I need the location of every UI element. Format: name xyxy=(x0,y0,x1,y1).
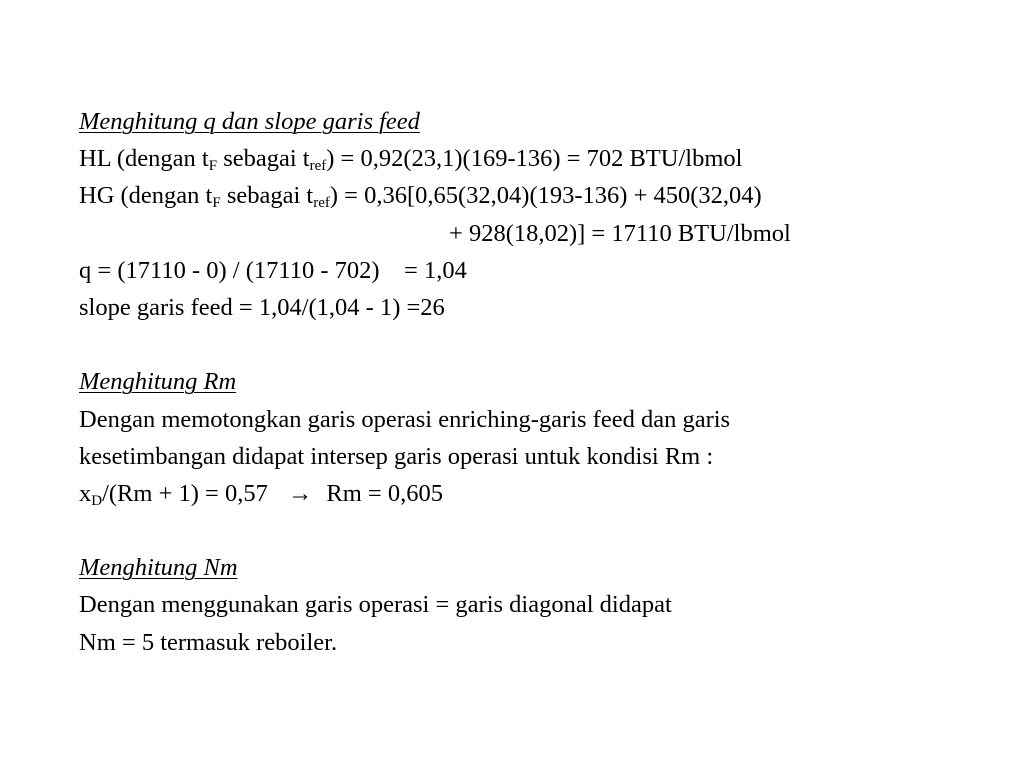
right-arrow-icon: → xyxy=(287,479,313,507)
rm-formula-a: x xyxy=(79,479,92,507)
heading-q-slope: Menghitung q dan slope garis feed xyxy=(79,108,420,135)
hg-sub-f: F xyxy=(212,195,221,212)
hg-equation xyxy=(79,177,979,214)
slide-content xyxy=(79,103,979,661)
heading-rm: Menghitung Rm xyxy=(79,368,237,396)
q-equation: q = (17110 - 0) / (17110 - 702) = 1,04 xyxy=(79,256,467,284)
rm-text-2: kesetimbangan didapat intersep garis operasi untuk kondisi Rm : xyxy=(79,442,714,470)
hl-text-b: sebagai t xyxy=(217,145,310,173)
slope-equation: slope garis feed = 1,04/(1,04 - 1) =26 xyxy=(79,293,445,321)
rm-sub-d: D xyxy=(91,492,103,509)
spacer xyxy=(79,512,979,549)
hl-text-a: HL (dengan t xyxy=(79,145,209,173)
rm-text-1: Dengan memotongkan garis operasi enriching-garis feed dan garis xyxy=(79,405,731,433)
heading-nm: Menghitung Nm xyxy=(79,554,238,582)
hl-sub-f: F xyxy=(208,158,218,175)
hg-text-c: ) = 0,36[0,65(32,04)(193-136) + 450(32,04) xyxy=(329,182,762,210)
hl-equation xyxy=(79,140,979,177)
hg-text-b: sebagai t xyxy=(220,182,314,210)
spacer xyxy=(79,326,979,363)
rm-formula xyxy=(79,475,979,512)
hl-text-c: ) = 0,92(23,1)(169-136) = 702 BTU/lbmol xyxy=(326,145,743,173)
rm-formula-c: Rm = 0,605 xyxy=(326,479,443,507)
hg-continuation: + 928(18,02)] = 17110 BTU/lbmol xyxy=(449,219,791,247)
rm-formula-b: /(Rm + 1) = 0,57 xyxy=(102,479,268,507)
nm-text-2: Nm = 5 termasuk reboiler. xyxy=(79,628,338,656)
hg-sub-ref: ref xyxy=(313,195,330,212)
nm-text-1: Dengan menggunakan garis operasi = garis diagonal didapat xyxy=(79,591,672,619)
hl-sub-ref: ref xyxy=(309,158,327,175)
hg-text-a: HG (dengan t xyxy=(79,182,213,210)
